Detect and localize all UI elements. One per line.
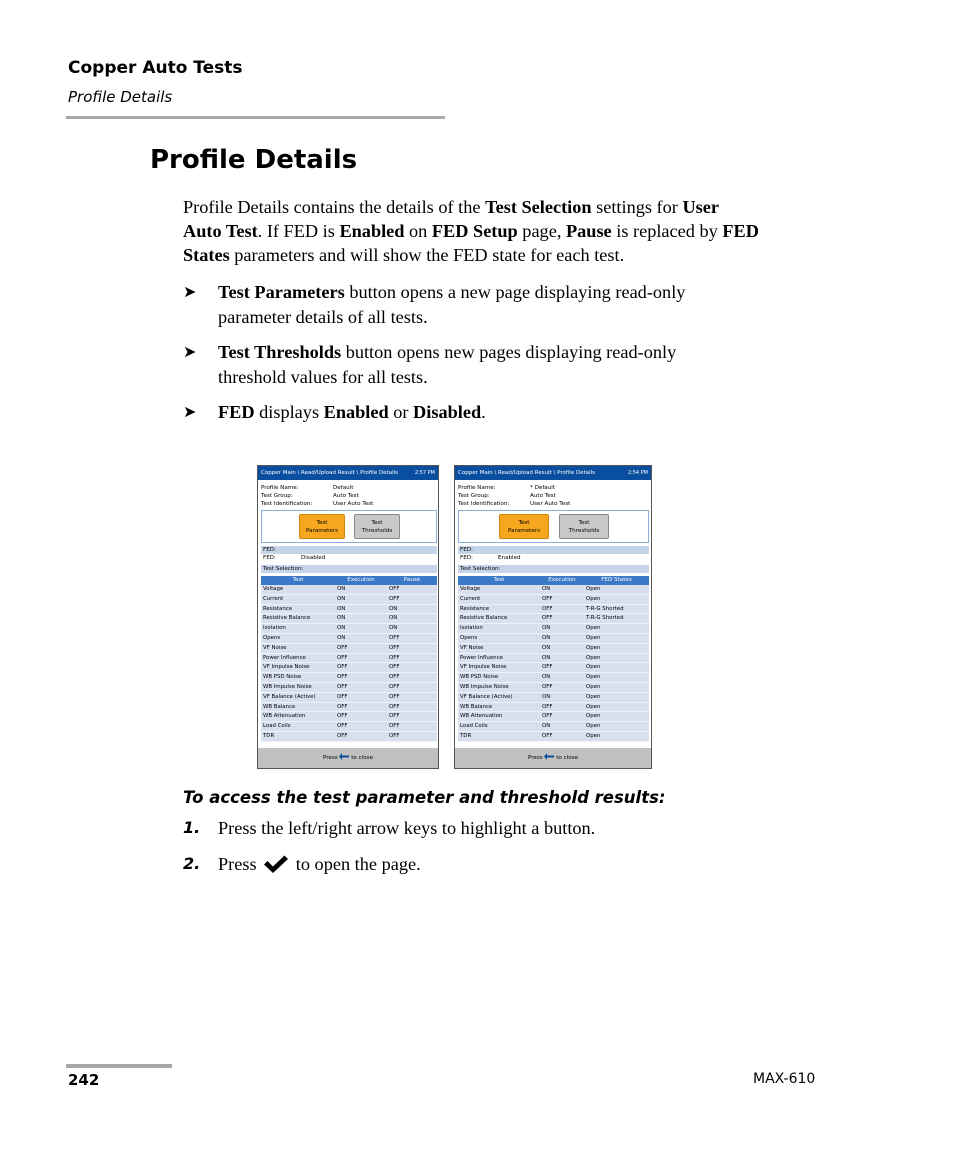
table-row bbox=[261, 644, 437, 654]
execution-cell: OFF bbox=[337, 703, 348, 710]
test-name-cell: VF Noise bbox=[263, 644, 287, 651]
state-cell: Open bbox=[586, 693, 601, 700]
state-cell: OFF bbox=[389, 634, 400, 641]
execution-cell: OFF bbox=[542, 595, 553, 602]
execution-cell: ON bbox=[337, 625, 346, 632]
state-cell: Open bbox=[586, 595, 601, 602]
execution-cell: OFF bbox=[542, 713, 553, 720]
table-row bbox=[458, 683, 649, 693]
test-name-cell: VF Impulse Noise bbox=[460, 664, 507, 671]
table-row bbox=[261, 703, 437, 713]
test-parameters-button[interactable]: Test Parameters bbox=[499, 514, 549, 539]
state-cell: OFF bbox=[389, 654, 400, 661]
test-thresholds-button[interactable]: Test Thresholds bbox=[559, 514, 609, 539]
intro-paragraph: Profile Details contains the details of the Test Selection settings for User Auto Test. If FED is Enabled on FED Setup page, Pause is replaced by FED States parameters and will show the FED state for each test. bbox=[183, 197, 759, 265]
test-name-cell: WB Balance bbox=[460, 703, 493, 710]
table-row bbox=[458, 654, 649, 664]
state-cell: Open bbox=[586, 625, 601, 632]
table-row bbox=[458, 663, 649, 673]
clock-time: 2:57 PM bbox=[414, 470, 435, 476]
access-heading: To access the test parameter and threshold results: bbox=[183, 788, 666, 807]
table-row bbox=[458, 614, 649, 624]
button-panel bbox=[458, 510, 649, 543]
close-hint: Press to close bbox=[455, 748, 651, 768]
test-name-cell: Opens bbox=[263, 634, 281, 641]
arrow-bullet-icon: ➤ bbox=[183, 342, 197, 361]
table-row bbox=[458, 585, 649, 595]
execution-cell: OFF bbox=[337, 683, 348, 690]
state-cell: OFF bbox=[389, 674, 400, 681]
state-cell: T-R-G Shorted bbox=[586, 615, 624, 622]
execution-cell: ON bbox=[337, 605, 346, 612]
execution-cell: ON bbox=[542, 723, 551, 730]
state-cell: Open bbox=[586, 713, 601, 720]
execution-cell: OFF bbox=[542, 664, 553, 671]
test-name-cell: Load Coils bbox=[263, 723, 291, 730]
test-selection-band: Test Selection: bbox=[261, 565, 437, 573]
table-row bbox=[458, 605, 649, 615]
test-parameters-button[interactable]: Test Parameters bbox=[299, 514, 345, 539]
test-name-cell: Isolation bbox=[460, 625, 483, 632]
table-row bbox=[261, 595, 437, 605]
table-row bbox=[261, 722, 437, 732]
execution-cell: OFF bbox=[337, 723, 348, 730]
table-row bbox=[261, 663, 437, 673]
execution-cell: OFF bbox=[542, 605, 553, 612]
test-name-cell: TDR bbox=[460, 732, 472, 739]
execution-cell: ON bbox=[542, 693, 551, 700]
test-name-cell: WB Impulse Noise bbox=[460, 683, 509, 690]
state-cell: OFF bbox=[389, 664, 400, 671]
screen-title-bar: Copper Main \ Read/Upload Result \ Profile Details 2:57 PM bbox=[258, 466, 438, 480]
test-name-cell: Resistive Balance bbox=[263, 615, 311, 622]
test-name-cell: Resistive Balance bbox=[460, 615, 508, 622]
test-table bbox=[261, 585, 437, 742]
profile-name-row: Profile Name: Default bbox=[261, 485, 354, 491]
test-name-cell: WB Balance bbox=[263, 703, 296, 710]
close-hint: Press to close bbox=[258, 748, 438, 768]
table-row bbox=[261, 624, 437, 634]
screen-title-bar: Copper Main \ Read/Upload Result \ Profile Details 2:54 PM bbox=[455, 466, 651, 480]
page-heading: Profile Details bbox=[150, 145, 358, 175]
execution-cell: ON bbox=[542, 625, 551, 632]
execution-cell: OFF bbox=[337, 693, 348, 700]
page-number: 242 bbox=[68, 1071, 100, 1089]
clock-time: 2:54 PM bbox=[627, 470, 648, 476]
test-thresholds-button[interactable]: Test Thresholds bbox=[354, 514, 400, 539]
test-name-cell: WB Attenuation bbox=[460, 713, 503, 720]
state-cell: Open bbox=[586, 654, 601, 661]
execution-cell: OFF bbox=[542, 683, 553, 690]
test-identification-row: Test Identification: User Auto Test bbox=[458, 501, 571, 507]
execution-cell: ON bbox=[337, 586, 346, 592]
test-name-cell: Opens bbox=[460, 634, 478, 641]
footer-rule bbox=[66, 1064, 172, 1068]
test-name-cell: VF Noise bbox=[460, 644, 484, 651]
state-cell: OFF bbox=[389, 586, 400, 592]
table-header: Test Execution FED States bbox=[458, 576, 649, 585]
state-cell: Open bbox=[586, 723, 601, 730]
test-name-cell: Voltage bbox=[460, 586, 481, 592]
execution-cell: ON bbox=[542, 586, 551, 592]
execution-cell: ON bbox=[542, 654, 551, 661]
test-name-cell: Power Influence bbox=[263, 654, 306, 661]
arrow-bullet-icon: ➤ bbox=[183, 402, 197, 421]
test-identification-row: Test Identification: User Auto Test bbox=[261, 501, 374, 507]
state-cell: Open bbox=[586, 703, 601, 710]
state-cell: OFF bbox=[389, 683, 400, 690]
state-cell: OFF bbox=[389, 703, 400, 710]
test-name-cell: Current bbox=[460, 595, 481, 602]
test-name-cell: Isolation bbox=[263, 625, 286, 632]
table-row bbox=[458, 634, 649, 644]
chapter-title: Copper Auto Tests bbox=[68, 58, 243, 78]
execution-cell: ON bbox=[542, 634, 551, 641]
section-subtitle: Profile Details bbox=[68, 88, 173, 106]
table-row bbox=[261, 732, 437, 742]
profile-name-row: Profile Name: * Default bbox=[458, 485, 556, 491]
state-cell: Open bbox=[586, 586, 601, 592]
execution-cell: OFF bbox=[542, 732, 553, 739]
test-name-cell: VF Impulse Noise bbox=[263, 664, 310, 671]
test-selection-band: Test Selection: bbox=[458, 565, 649, 573]
execution-cell: OFF bbox=[337, 713, 348, 720]
test-name-cell: WB Impulse Noise bbox=[263, 683, 312, 690]
test-name-cell: WB PSD Noise bbox=[460, 674, 499, 681]
test-name-cell: TDR bbox=[263, 732, 275, 739]
table-row bbox=[261, 712, 437, 722]
execution-cell: ON bbox=[542, 674, 551, 681]
test-table bbox=[458, 585, 649, 742]
state-cell: T-R-G Shorted bbox=[586, 605, 624, 612]
fed-row: FED: Enabled bbox=[460, 555, 521, 561]
state-cell: OFF bbox=[389, 644, 400, 651]
test-name-cell: Current bbox=[263, 595, 284, 602]
fed-row: FED: Disabled bbox=[263, 555, 326, 561]
table-row bbox=[458, 712, 649, 722]
state-cell: OFF bbox=[389, 595, 400, 602]
table-row bbox=[458, 693, 649, 703]
table-row bbox=[261, 614, 437, 624]
table-row bbox=[458, 595, 649, 605]
state-cell: OFF bbox=[389, 693, 400, 700]
fed-section-band: FED: bbox=[458, 546, 649, 554]
execution-cell: ON bbox=[337, 634, 346, 641]
state-cell: OFF bbox=[389, 713, 400, 720]
state-cell: ON bbox=[389, 605, 398, 612]
table-row bbox=[458, 644, 649, 654]
state-cell: Open bbox=[586, 674, 601, 681]
test-name-cell: Power Influence bbox=[460, 654, 503, 661]
state-cell: ON bbox=[389, 625, 398, 632]
execution-cell: OFF bbox=[337, 644, 348, 651]
back-arrow-icon bbox=[544, 753, 554, 760]
table-row bbox=[458, 722, 649, 732]
test-name-cell: WB PSD Noise bbox=[263, 674, 302, 681]
button-panel bbox=[261, 510, 437, 543]
product-name: MAX-610 bbox=[753, 1071, 816, 1087]
execution-cell: ON bbox=[337, 615, 346, 622]
fed-section-band: FED: bbox=[261, 546, 437, 554]
execution-cell: OFF bbox=[337, 654, 348, 661]
device-screenshot-pause bbox=[257, 465, 439, 769]
test-name-cell: WB Attenuation bbox=[263, 713, 306, 720]
table-row bbox=[458, 703, 649, 713]
test-name-cell: VF Balance (Active) bbox=[460, 693, 513, 700]
back-arrow-icon bbox=[339, 753, 349, 760]
state-cell: Open bbox=[586, 664, 601, 671]
execution-cell: OFF bbox=[337, 664, 348, 671]
state-cell: ON bbox=[389, 615, 398, 622]
test-name-cell: Load Coils bbox=[460, 723, 488, 730]
test-name-cell: VF Balance (Active) bbox=[263, 693, 316, 700]
table-row bbox=[261, 673, 437, 683]
execution-cell: OFF bbox=[337, 674, 348, 681]
table-row bbox=[261, 683, 437, 693]
execution-cell: ON bbox=[337, 595, 346, 602]
table-row bbox=[261, 693, 437, 703]
table-header: Test Execution Pause bbox=[261, 576, 437, 585]
table-row bbox=[261, 585, 437, 595]
execution-cell: OFF bbox=[542, 615, 553, 622]
device-screenshot-fed-states bbox=[454, 465, 652, 769]
test-group-row: Test Group: Auto Test bbox=[458, 493, 556, 499]
table-row bbox=[458, 624, 649, 634]
execution-cell: OFF bbox=[337, 732, 348, 739]
table-row bbox=[458, 732, 649, 742]
test-name-cell: Voltage bbox=[263, 586, 284, 592]
execution-cell: OFF bbox=[542, 703, 553, 710]
state-cell: Open bbox=[586, 644, 601, 651]
state-cell: Open bbox=[586, 634, 601, 641]
state-cell: Open bbox=[586, 683, 601, 690]
state-cell: OFF bbox=[389, 723, 400, 730]
execution-cell: ON bbox=[542, 644, 551, 651]
state-cell: OFF bbox=[389, 732, 400, 739]
checkmark-icon bbox=[263, 855, 289, 873]
state-cell: Open bbox=[586, 732, 601, 739]
table-row bbox=[261, 654, 437, 664]
arrow-bullet-icon: ➤ bbox=[183, 282, 197, 301]
table-row bbox=[261, 605, 437, 615]
test-name-cell: Resistance bbox=[263, 605, 293, 612]
table-row bbox=[261, 634, 437, 644]
table-row bbox=[458, 673, 649, 683]
test-name-cell: Resistance bbox=[460, 605, 490, 612]
header-rule bbox=[66, 116, 445, 119]
test-group-row: Test Group: Auto Test bbox=[261, 493, 359, 499]
